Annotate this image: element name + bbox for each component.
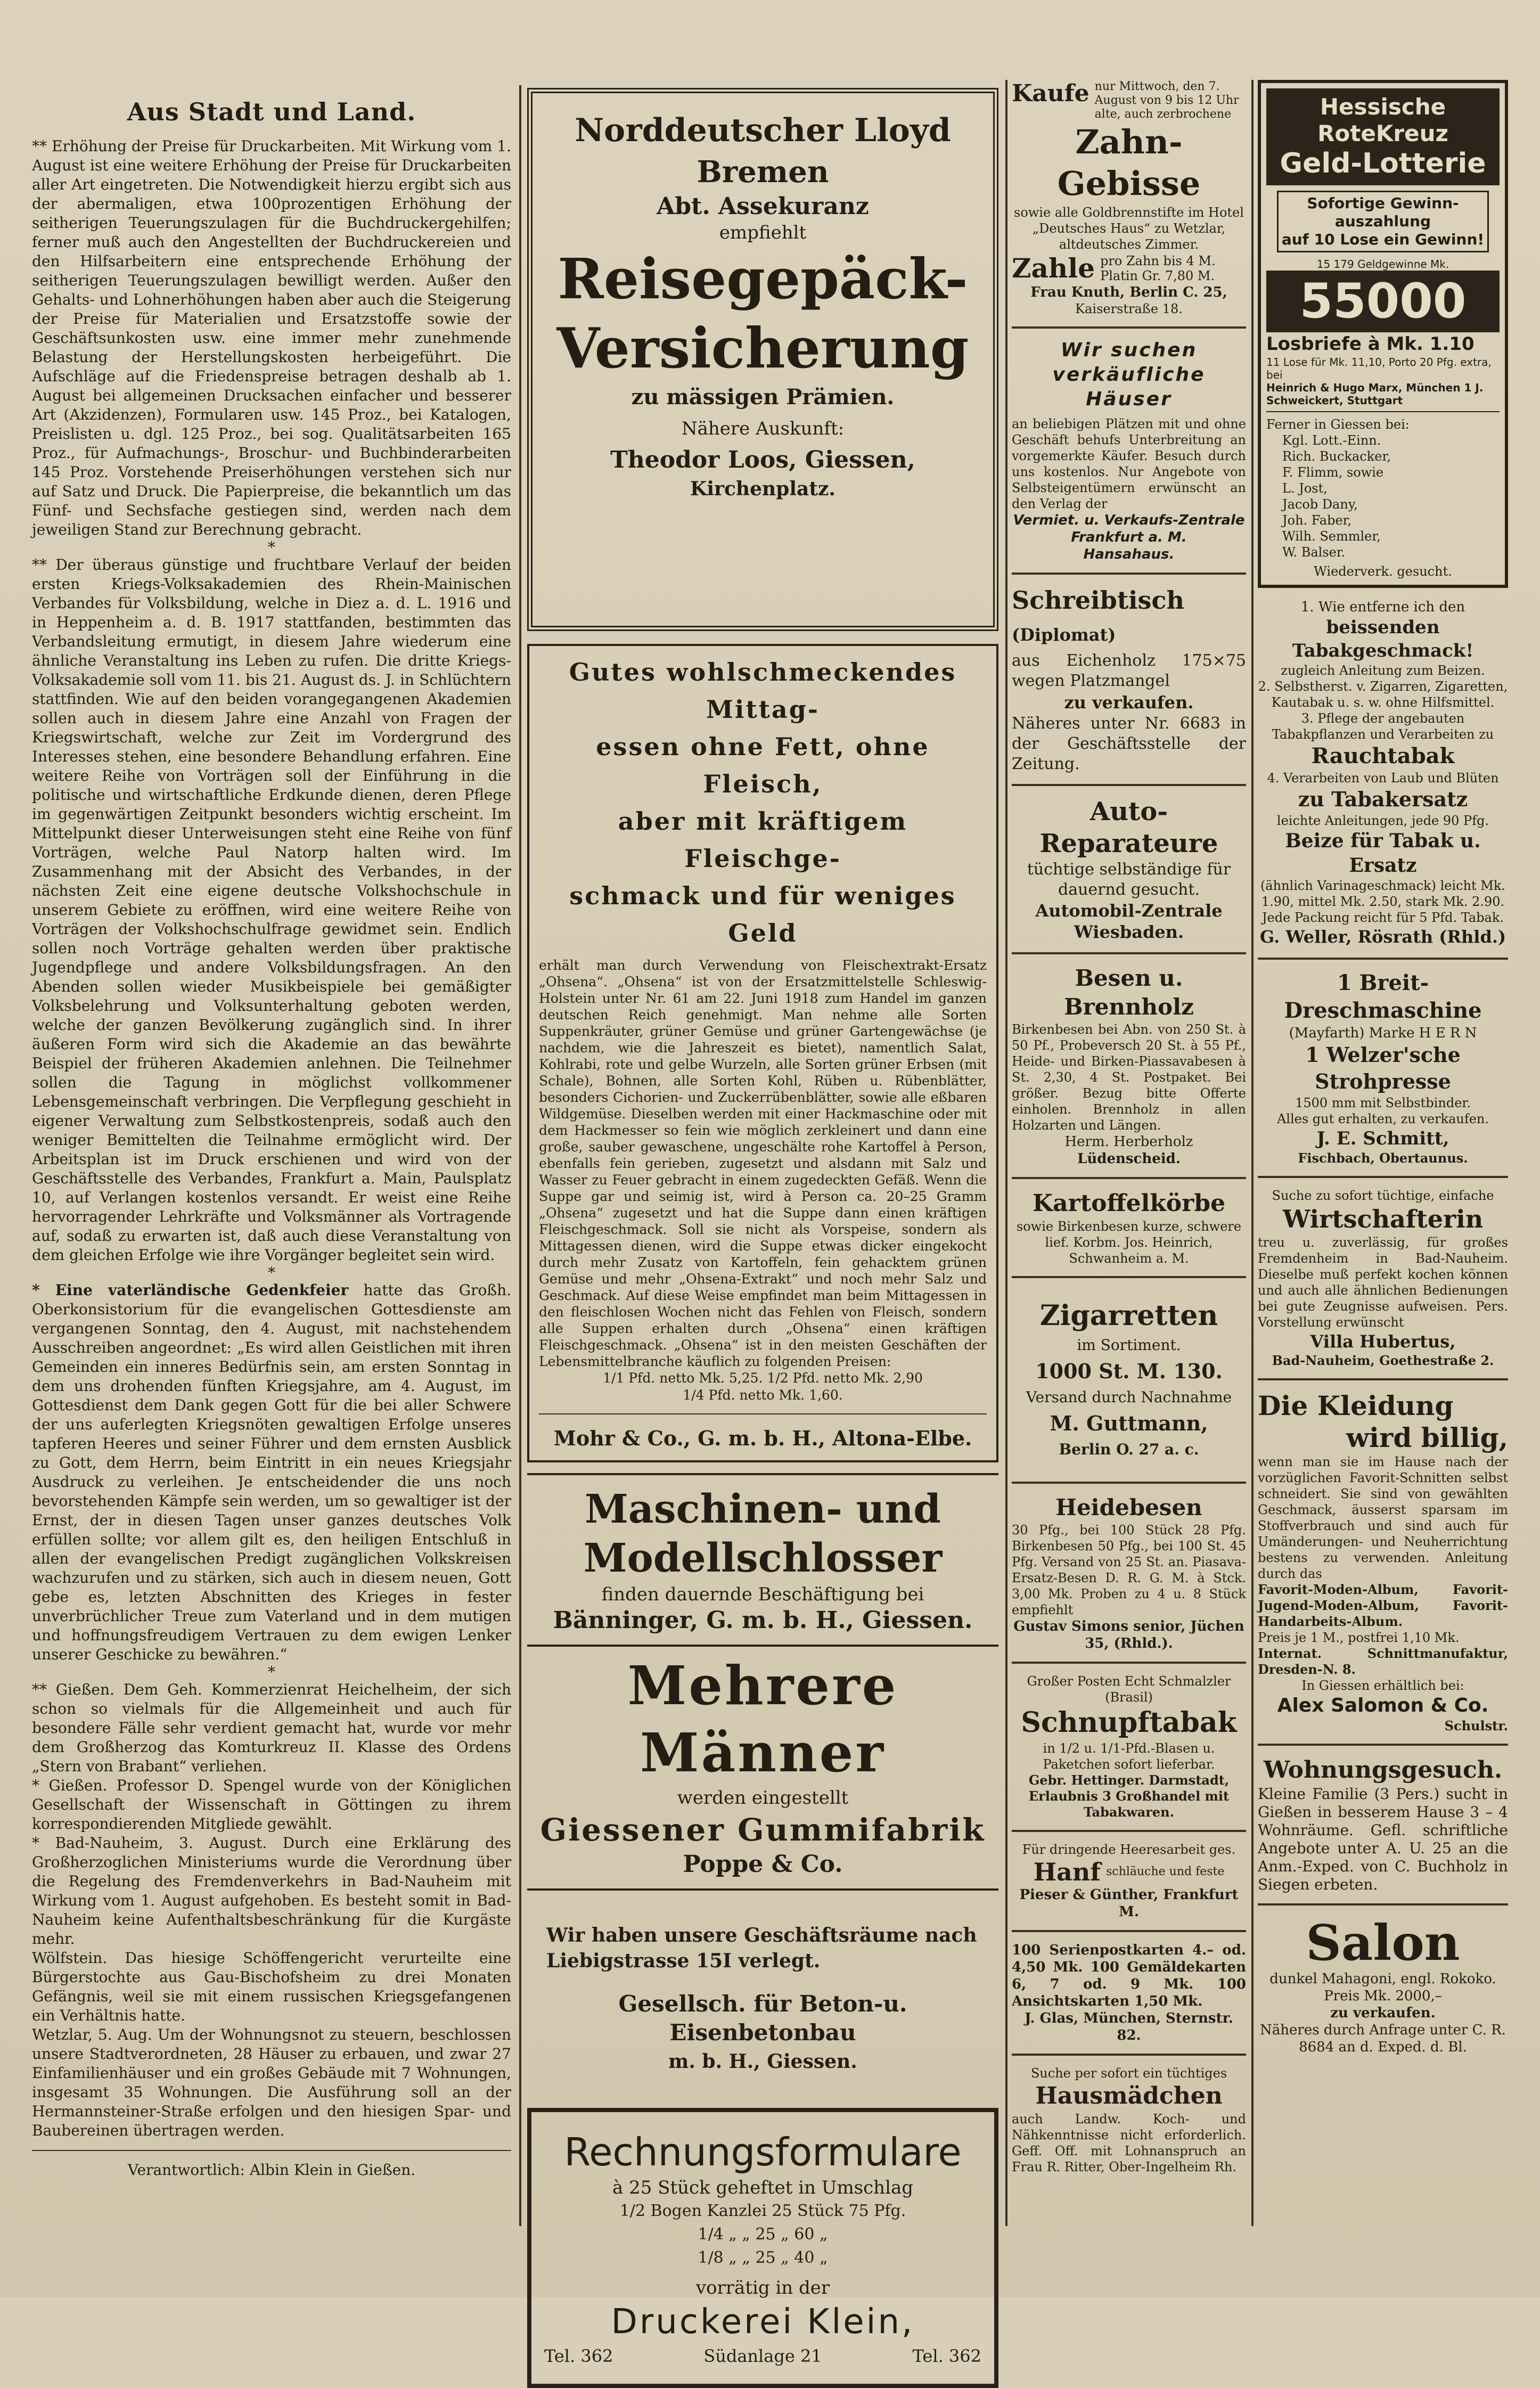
ad-wirt-address: Bad-Nauheim, Goethestraße 2. — [1272, 1353, 1494, 1368]
ad-maenner-firm-2: Poppe & Co. — [683, 1851, 843, 1878]
divider — [1012, 952, 1246, 954]
ad-ohsena-firm: Mohr & Co., G. m. b. H., Altona-Elbe. — [553, 1426, 972, 1450]
ad-auto-title: Auto-Reparateure — [1039, 797, 1218, 858]
ad-wohnung — [1258, 1755, 1508, 1894]
ad-dresch-1: 1 Breit-Dreschmaschine — [1284, 970, 1482, 1023]
ad-lotterie-title-2: RoteKreuz — [1317, 120, 1448, 146]
divider — [1258, 1744, 1508, 1746]
ad-beton-text-2: Liebigstrasse 15I verlegt. — [546, 1950, 821, 1972]
ad-schreibtisch-title: Schreibtisch — [1012, 586, 1184, 615]
ad-lotterie-amount: 55000 — [1266, 271, 1500, 332]
ad-zigaretten — [1012, 1288, 1246, 1472]
divider — [1258, 1903, 1508, 1906]
separator: * — [268, 538, 275, 556]
ad-hausmaedchen — [1012, 2065, 1246, 2175]
ad-hanf-firm: Pieser & Günther, Frankfurt M. — [1019, 1887, 1239, 1920]
ad-schreibtisch-body: aus Eichenholz 175×75 wegen Platzmangel — [1012, 651, 1246, 690]
divider — [1258, 958, 1508, 960]
article-body: hatte das Großh. Oberkonsistorium für die evangelischen Gottesdienste am vergangenen Sonntag, den 4. August, mit nachstehendem Ausschreiben angeordnet: „Es wird allen Geistlichen mit ihren Gemeinden ein inneres Bedürfnis sein, am ersten Sonntag in dem uns drohenden fünften Kriegsjahre, am 4. August, im Gottesdienst dem Dank gegen Gott für die bei aller Schwere der uns auferlegten Kriegsnöten gewaltigen Erfolge unseres tapferen Heeres und seiner Führer und dem ernsten Ausblick zu Gott, dem Herrn, beim Eintritt in ein neues Kriegsjahr Ausdruck zu verleihen. Je entscheidender die uns noch bevorstehenden Kämpfe sein werden, um so gewaltiger ist der Ernst, der in diesen Tagen unser ganzes deutsches Volk erfüllen sollte; vor allem gilt es, den heiligen Entschluß in allen der evangelischen Predigt zugänglichen Volkskreisen wachzurufen und zu stärken, sich auch in diesem neuen, Gott gebe es, letzten Abschnitten des Krieges in fester unverbrüchlicher Treue zum Vaterland und in dem mutigen und hoffnungsfreudigem Vertrauen zu dem ewigen Lenker unserer Geschicke zu bewähren.“ — [32, 1281, 512, 1663]
ad-maenner — [527, 1645, 998, 1879]
ad-beton-text: Wir haben unsere Geschäftsräume nach — [546, 1924, 977, 1947]
section-heading: Aus Stadt und Land. — [127, 97, 416, 126]
ad-koerbe-title: Kartoffelkörbe — [1032, 1190, 1226, 1217]
ad-schlosser — [527, 1473, 998, 1635]
ad-salon — [1258, 1915, 1508, 2056]
ad-karten-body: 100 Serienpostkarten 4.– od. 4,50 Mk. 100 Gemäldekarten 6, 7 od. 9 Mk. 100 Ansichtskarten 1,50 Mk. — [1012, 1942, 1246, 2009]
article-lead: * Eine vaterländische Gedenkfeier — [32, 1281, 349, 1299]
ad-hausm-body: auch Landw. Koch- und Nähkenntnisse nicht erforderlich. Geff. Off. mit Lohnanspruch an Frau R. Ritter, Ober-Ingelheim Rh. — [1012, 2112, 1246, 2174]
ad-lloyd-info: Nähere Auskunft: — [681, 418, 845, 439]
ad-tabak — [1258, 599, 1508, 948]
ad-zig-shipping: Versand durch Nachnahme — [1026, 1388, 1232, 1406]
ad-schlosser-title-2: Modellschlosser — [583, 1535, 943, 1581]
article-druckpreise: ** Erhöhung der Preise für Druckarbeiten. Mit Wirkung vom 1. August ist eine weitere Erhöhung der Preise für Druckarbeiten aller Art eingetreten. Die Notwendigkeit hierzu ergibt sich aus der abermaligen, etwa 100prozentigen Erhöhung der seitherigen Teuerungszulagen für die Buchdruckergehilfen; ferner muß auch den Angestellten der Buchdruckereien und den Hilfsarbeitern eine entsprechende Erhöhung der seitherigen Teuerungszulagen bewilligt werden. Außer den Gehalts- und Lohnerhöhungen haben aber auch die Steigerung der Preise für Materialien und Ersatzstoffe sowie der Geschäftsunkosten usw. eine immer mehr zunehmende Belastung der Herstellungskosten herbeigeführt. Die Aufschläge auf die Friedenspreise betragen deshalb ab 1. August bei allgemeinen Drucksachen einfacher und besserer Art (Akzidenzen), Formularen usw. 145 Proz., bei Katalogen, Preislisten u. dgl. 125 Proz., bei sog. Qualitätsarbeiten 165 Proz., für Aufmachungs-, Broschur- und Buchbinderarbeiten 145 Proz. Vorstehende Preiserhöhungen verstehen sich nur auf Satz und Druck. Die Papierpreise, die bekanntlich um das Fünf- und Sechsfache gestiegen sind, werden nach dem jeweiligen Stand zur Berechnung gebracht. — [32, 137, 511, 538]
ad-kleid-title: Die Kleidung — [1258, 1390, 1454, 1421]
separator: * — [268, 1264, 275, 1281]
ad-dresch-2: (Mayfarth) Marke H E R N — [1289, 1025, 1477, 1041]
ad-ohsena-head-1: Gutes wohlschmeckendes Mittag- — [569, 658, 957, 724]
divider — [32, 2150, 511, 2151]
ad-wirt-body: treu u. zuverlässig, für großes Fremdenheim in Bad-Nauheim. Dieselbe muß perfekt kochen können und auch alle ähnlichen Bedienungen bei gute Zeugnisse aufweisen. Pers. Vorstellung erwünscht — [1258, 1235, 1508, 1330]
ad-lloyd-city: Bremen — [697, 154, 829, 190]
ad-zahn-address: Kaiserstraße 18. — [1075, 301, 1183, 316]
ad-auto-body: tüchtige selbständige für dauernd gesucht. — [1027, 860, 1231, 899]
ad-schnupftabak — [1012, 1673, 1246, 1820]
ad-wohn-body: Kleine Familie (3 Pers.) sucht in Gießen in besserem Hause 3 – 4 Wohnräume. Gefl. schriftliche Angebote unter A. U. 25 an die Anm.-Exped. von C. Buchholz in Siegen erbeten. — [1258, 1785, 1508, 1893]
ad-ohsena-body: erhält man durch Verwendung von Fleischextrakt-Ersatz „Ohsena“. „Ohsena“ ist von der Ersatzmittelstelle Schleswig-Holstein unter Nr. 61 am 22. Juni 1918 zum Handel im ganzen deutschen Reich genehmigt. Man nehme alle Sorten Suppenkräuter, grüner Gemüse und grüner Gartengewächse (je nachdem, wie die Jahreszeit es bietet), namentlich Salat, Kohlrabi, rote und gelbe Wurzeln, alle Sorten grüner Erbsen (mit Schale), Bohnen, alle Sorten Kohl, Rüben u. Rübenblätter, besonders Cichorien- und Zuckerrübenblätter, sowie alle eßbaren Wildgemüse. Dieselben werden mit einer Hackmaschine oder mit dem Hackmesser so fein wie möglich zerkleinert und dann eine große, sauber gewaschene, ungeschälte rohe Kartoffel à Person, ebenfalls fein gerieben, zugesetzt und alsdann mit Salz und Wasser zu Feuer gebracht in einem zugedeckten Gefäß. Wenn die Suppe gar und seimig ist, wird à Person ca. 20–25 Gramm „Ohsena“ zugesetzt und hat die Suppe dann einen kräftigen Fleischgeschmack. Soll sie nicht als Vorspeise, sondern als Mittagessen dienen, wird die Suppe etwas dicker eingekocht durch mehr Zusatz von Kartoffeln, fein gehacktem grünen Gemüse und mehr „Ohsena-Extrakt“ und noch mehr Salz und Geschmack. Auf diese Weise empfindet man beim Mittagessen in den fleischlosen Wochen nicht das Fehlen von Fleisch, sondern alle Suppen erhalten durch „Ohsena“ einen kräftigen Fleischgeschmack. „Ohsena“ ist in den meisten Geschäften der Lebensmittelbranche käuflich zu folgenden Preisen: — [539, 958, 987, 1369]
ad-dresch-firm: J. E. Schmitt, — [1316, 1128, 1449, 1149]
ad-tabak-2: 2. Selbstherst. v. Zigarren, Zigaretten, Kautabak u. s. w. ohne Hilfsmittel. — [1258, 679, 1508, 710]
ad-hanf-title: Hanf — [1033, 1858, 1101, 1886]
ad-druckerei-price-row: 1/2 Bogen Kanzlei 25 Stück 75 Pfg. — [619, 2202, 906, 2220]
column-rule — [519, 85, 521, 2226]
article-wetzlar: Wetzlar, 5. Aug. Um der Wohnungsnot zu steuern, beschlossen unsere Stadtverordneten, 28 Häuser zu erbauen, und zwar 27 Einfamilienhäuser und ein großes Gebäude mit 7 Wohnungen, insgesamt 35 Wohnungen. Die Ausführung soll an der Hermannsteiner-Straße erfolgen und den hiesigen Spar- und Baubereinen übertragen werden. — [32, 2026, 511, 2139]
ad-lloyd-title: Norddeutscher Lloyd — [575, 112, 951, 149]
ad-hanf-pre: Für dringende Heeresarbeit ges. — [1022, 1842, 1236, 1857]
ad-lotterie-payout-1: Sofortige Gewinn- — [1307, 194, 1459, 212]
ad-zig-sub: im Sortiment. — [1077, 1336, 1181, 1354]
ad-ohsena — [527, 644, 998, 1462]
article-gedenkfeier — [32, 1281, 511, 1664]
divider — [539, 1413, 987, 1414]
ad-lloyd-contact: Theodor Loos, Giessen, — [610, 446, 915, 473]
divider — [1258, 1176, 1508, 1178]
ad-tabak-7: (ähnlich Varinageschmack) leicht Mk. 1.90, mittel Mk. 2.50, stark Mk. 2.90. Jede Packung reicht für 5 Pfd. Tabak. — [1260, 878, 1506, 925]
ad-zahn-zahle: Zahle — [1012, 252, 1095, 284]
article-giessen-2: * Gießen. Professor D. Spengel wurde von der Königlichen Gesellschaft der Wissenschaft in Göttingen zu ihrem korrespondierenden Mitgliede gewählt. — [32, 1777, 511, 1833]
ad-schnupf-pre: Großer Posten Echt Schmalzler (Brasil) — [1027, 1674, 1231, 1705]
ad-dresch-address: Fischbach, Obertaunus. — [1298, 1150, 1468, 1166]
ad-salon-contact: Näheres durch Anfrage unter C. R. 8684 an d. Exped. d. Bl. — [1260, 2022, 1506, 2055]
ad-lotterie-list — [1266, 432, 1500, 560]
ad-lotterie-sub: 15 179 Geldgewinne Mk. — [1316, 258, 1449, 271]
ad-column-4 — [1258, 80, 1508, 2056]
ad-dresch-3: 1 Welzer'sche Strohpresse — [1305, 1043, 1461, 1093]
column-rule — [1251, 80, 1254, 2226]
ad-zahn-price: pro Zahn bis 4 M. Platin Gr. 7,80 M. — [1100, 253, 1216, 283]
ad-zahn-title: Zahn-Gebisse — [1057, 122, 1201, 203]
phone: Tel. 362 — [912, 2346, 981, 2366]
ad-zig-firm: M. Guttmann, — [1050, 1411, 1208, 1435]
ad-lotterie-seller: Wilh. Semmler, — [1282, 529, 1381, 544]
ad-kleid-alex: Alex Salomon & Co. — [1277, 1695, 1489, 1716]
ad-schnupf-title: Schnupftabak — [1021, 1706, 1237, 1739]
ad-schlosser-firm: Bänninger, G. m. b. H., Giessen. — [553, 1607, 973, 1634]
ad-tabak-1b: beissenden Tabakgeschmack! — [1292, 617, 1474, 661]
ad-lotterie — [1258, 80, 1508, 588]
ad-haeuser-firm: Vermiet. u. Verkaufs-Zentrale — [1013, 512, 1245, 528]
ad-schnupf-firm: Gebr. Hettinger. Darmstadt, Erlaubnis 3 Großhandel mit Tabakwaren. — [1028, 1772, 1230, 1820]
ad-kleid-price: Preis je 1 M., postfrei 1,10 Mk. — [1258, 1630, 1460, 1645]
ad-heide-body: 30 Pfg., bei 100 Stück 28 Pfg. Birkenbesen 50 Pfg., bei 100 St. 45 Pfg. Versand von 25 St. an. Piasava-Ersatz-Besen D. R. G. M. à Stck. 3,00 Mk. Proben zu 4 u. 8 Stück empfiehlt — [1012, 1523, 1246, 1617]
divider — [1258, 1378, 1508, 1380]
ad-besen — [1012, 964, 1246, 1167]
ad-lotterie-seller: Jacob Dany, — [1282, 497, 1358, 512]
ad-wirt-pre: Suche zu sofort tüchtige, einfache — [1272, 1188, 1494, 1203]
ad-lotterie-note: 11 Lose für Mk. 11,10, Porto 20 Pfg. extra, bei — [1266, 356, 1492, 381]
ad-karten-firm: J. Glas, München, Sternstr. 82. — [1025, 2010, 1233, 2043]
ad-lotterie-seller: L. Jost, — [1282, 481, 1328, 496]
ad-tabak-1c: zugleich Anleitung zum Beizen. — [1281, 663, 1485, 678]
ad-tabak-1: 1. Wie entferne ich den — [1300, 599, 1465, 615]
article-volksakademie: ** Der überaus günstige und fruchtbare Verlauf der beiden ersten Kriegs-Volksakademien des Rhein-Mainischen Verbandes für Volksbildung, welche in Diez a. d. L. 1916 und in Heppenheim a. d. B. 1917 stattfanden, bestimmten das Verbandsleitung ermutigt, in diesem Jahre wiederum eine ähnliche Veranstaltung ins Leben zu rufen. Die dritte Kriegs-Volksakademie soll vom 11. bis 21. August ds. J. in Schlüchtern stattfinden. Wie auf den beiden vorangegangenen Akademien sollen auch in diesem Jahre eine Anzahl von Fragen der Kriegswirtschaft, welche zur Zeit im Vordergrund des Interesses stehen, eine besondere Behandlung erfahren. Eine weitere Reihe von Vorträgen soll der Einführung in die politische und wirtschaftliche Erdkunde dienen, deren Pflege im gegenwärtigen Zeitpunkt besonders wichtig erscheint. Im Mittelpunkt dieser Unterweisungen steht eine Reihe von fünf Vorträgen, welche Paul Natorp halten wird. Im Zusammenhang mit der Absicht des Verbandes, in der nächsten Zeit eine eigene deutsche Volkshochschule in unserem Gebiete zu eröffnen, wird eine weitere Reihe von Vorträgen der Volkshochschulfrage gewidmet sein. Endlich sollen noch Vorträge gehalten werden über praktische Jugendpflege und andere Volksbildungsfragen. An den Abenden sollen wieder Musikbeispiele bei gemäßigter Volksbelehrung und Volksunterhaltung geboten werden, welche der ganzen Bevölkerung zugänglich sind. In ihrer äußeren Form wird sich die Akademie an das bewährte Beispiel der früheren Akademien anlehnen. Die Teilnehmer sollen die Tagung in möglichst vollkommener Lebensgemeinschaft verbringen. Die Verpflegung geschieht in eigener Verwaltung zum Selbstkostenpreis, sodaß auch den weniger Bemittelten die Teilnahme ermöglicht wird. Der Arbeitsplan ist im Druck erschienen und wird von der Geschäftsstelle des Verbandes, Frankfurt a. Main, Paulsplatz 10, auf Verlangen kostenlos versandt. Er weist eine Reihe hervorragender Lehrkräfte und Volksmänner als Vortragende auf, sodaß zu erwarten ist, daß auch diese Veranstaltung von dem gleichen Erfolge wie ihre Vorgänger begleitet sein wird. — [32, 556, 511, 1264]
ad-lloyd-product: Reisegepäck- — [558, 246, 968, 312]
divider — [1012, 2054, 1246, 2056]
ad-druckerei-contact — [544, 2344, 981, 2368]
ad-hausm-pre: Suche per sofort ein tüchtiges — [1030, 2066, 1227, 2081]
ad-ohsena-prices-2: 1/4 Pfd. netto Mk. 1,60. — [683, 1387, 843, 1403]
ad-koerbe-body: sowie Birkenbesen kurze, schwere lief. Korbm. Jos. Heinrich, Schwanheim a. M. — [1016, 1219, 1242, 1266]
ad-lotterie-seller: Kgl. Lott.-Einn. — [1282, 433, 1381, 448]
ad-ohsena-prices: 1/1 Pfd. netto Mk. 5,25. 1/2 Pfd. netto Mk. 2,90 — [603, 1370, 923, 1386]
divider — [1012, 784, 1246, 786]
ad-kleid-body: wenn man sie im Hause nach der vorzüglichen Favorit-Schnitten selbst schneidert. Sie sind von gewählten Geschmack, äusserst sparsam im Stoffverbrauch und sind auch für Umänderungen- und Neuherrichtung bestens zu verwenden. Anleitung durch das — [1258, 1454, 1508, 1581]
ad-kleid-list: Favorit-Moden-Album, Favorit-Jugend-Moden-Album, Favorit-Handarbeits-Album. — [1258, 1582, 1508, 1629]
ad-salon-sale: zu verkaufen. — [1330, 2005, 1436, 2021]
ad-druckerei-sub: à 25 Stück geheftet in Umschlag — [612, 2177, 913, 2198]
ad-hanf — [1012, 1842, 1246, 1920]
separator: * — [268, 1663, 275, 1681]
ad-schreibtisch — [1012, 584, 1246, 774]
ad-besen-firm: Herm. Herberholz — [1064, 1134, 1193, 1150]
ad-wirtschafterin — [1258, 1188, 1508, 1369]
ad-lloyd-recommends: empfiehlt — [719, 222, 807, 243]
ad-hausm-title: Hausmädchen — [1035, 2082, 1223, 2109]
ad-druckerei-name: Druckerei Klein, — [611, 2302, 915, 2342]
ad-kleid-street: Schulstr. — [1444, 1718, 1508, 1733]
ad-lotterie-seller: W. Balser. — [1282, 545, 1346, 560]
ad-tabak-firm: G. Weller, Rösrath (Rhld.) — [1259, 927, 1506, 947]
ad-zig-title: Zigarretten — [1039, 1299, 1218, 1332]
phone: Tel. 362 — [544, 2346, 613, 2366]
address: Südanlage 21 — [703, 2346, 822, 2366]
ad-lotterie-title: Hessische — [1320, 94, 1446, 120]
article-bad-nauheim: * Bad-Nauheim, 3. August. Durch eine Erklärung des Großherzoglichen Ministeriums wurde die Verordnung über die Regelung des Fremdenverkehrs in Bad-Nauheim mit Wirkung vom 1. August aufgehoben. Es besteht somit in Bad-Nauheim keine Aufenthaltsbeschränkung für die Kurgäste mehr. — [32, 1834, 511, 1948]
ad-besen-title: Besen u. Brennholz — [1064, 965, 1194, 1020]
column-rule — [1005, 80, 1007, 2226]
ad-druckerei — [527, 2108, 998, 2388]
ad-dresch — [1258, 969, 1508, 1166]
ad-lotterie-payout-2: auszahlung — [1334, 212, 1431, 230]
ad-schreibtisch-contact: Näheres unter Nr. 6683 in der Geschäftsstelle der Zeitung. — [1012, 714, 1246, 773]
imprint: Verantwortlich: Albin Klein in Gießen. — [127, 2161, 416, 2179]
ad-besen-city: Lüdenscheid. — [1077, 1151, 1181, 1167]
ad-ohsena-head-4: schmack und für weniges Geld — [569, 881, 956, 947]
ad-schreibtisch-sale: zu verkaufen. — [1064, 692, 1194, 713]
ad-auto — [1012, 796, 1246, 943]
ad-haeuser-title: Wir suchen verkäufliche Häuser — [1052, 339, 1206, 410]
ad-haeuser — [1012, 338, 1246, 563]
divider — [1012, 573, 1246, 575]
ad-auto-firm: Automobil-Zentrale Wiesbaden. — [1035, 901, 1223, 942]
ad-schlosser-title: Maschinen- und — [585, 1486, 941, 1532]
ad-druckerei-text: vorrätig in der — [695, 2277, 830, 2299]
ad-druckerei-price-row: 1/8 „ „ 25 „ 40 „ — [698, 2248, 828, 2267]
ad-salon-title: Salon — [1306, 1914, 1460, 1972]
divider — [1012, 1930, 1246, 1932]
ad-lloyd-product-2: Versicherung — [556, 315, 969, 381]
ad-tabak-6: Beize für Tabak u. Ersatz — [1285, 830, 1481, 877]
ad-besen-body: Birkenbesen bei Abn. von 250 St. à 50 Pf., Probeversch 20 St. à 55 Pf., Heide- und Birken-Piassavabesen à St. 2,30, 4 St. Postpaket. Bei größer. Bezug bitte Offerte einholen. Brennholz in allen Holzarten und Längen. — [1012, 1022, 1246, 1133]
ad-zahn-note: nur Mittwoch, den 7. August von 9 bis 12 Uhr alte, auch zerbrochene — [1094, 80, 1239, 121]
article-giessen-1: ** Gießen. Dem Geh. Kommerzienrat Heichelheim, der sich schon so vielmals für die Allgemeinheit und auch für besondere Fälle sehr verdient gemacht hat, wurde vor mehr dem Großherzog das Komturkreuz II. Klasse des Ordens „Stern von Brabant“ verliehen. — [32, 1681, 511, 1775]
ad-kleid-title-2: wird billig, — [1346, 1422, 1508, 1453]
ad-haeuser-body: an beliebigen Plätzen mit und ohne Geschäft behufs Unterbreitung an vorgemerkte Käufer. Besuch durch uns kostenlos. Nur Angebote von Selbsteigentümern erwünscht an den Verlag der — [1012, 416, 1246, 511]
ad-lotterie-sellers — [1266, 411, 1500, 579]
divider — [1012, 1482, 1246, 1484]
ad-wirt-firm: Villa Hubertus, — [1310, 1331, 1456, 1352]
ad-haeuser-city: Frankfurt a. M. — [1071, 529, 1187, 545]
ad-schlosser-text: finden dauernde Beschäftigung bei — [601, 1584, 924, 1605]
ad-maenner-firm: Giessener Gummifabrik — [540, 1812, 986, 1848]
ad-maenner-title: Mehrere Männer — [627, 1654, 898, 1784]
ad-zig-price: 1000 St. M. 130. — [1035, 1359, 1223, 1383]
ad-hanf-row — [1012, 1858, 1246, 1886]
ad-postkarten — [1012, 1942, 1246, 2044]
ad-ohsena-head-2: essen ohne Fett, ohne Fleisch, — [596, 732, 930, 798]
ad-tabak-4: 4. Verarbeiten von Laub und Blüten — [1267, 771, 1499, 786]
ad-kleid-firm: Internat. Schnittmanufaktur, Dresden-N. 8. — [1258, 1646, 1508, 1677]
ad-zahn-body: sowie alle Goldbrennstifte im Hotel „Deutsches Haus“ zu Wetzlar, altdeutsches Zimmer. — [1014, 205, 1244, 252]
ad-kartoffelkoerbe — [1012, 1189, 1246, 1266]
article-woelfstein: Wölfstein. Das hiesige Schöffengericht verurteilte eine Bürgerstochte aus Gau-Bischofsheim zu drei Monaten Gefängnis, weil sie mit einem russischen Kriegsgefangenen ein Verhältnis hatte. — [32, 1949, 511, 2024]
ad-heide-title: Heidebesen — [1055, 1494, 1202, 1520]
ad-lotterie-seller: Joh. Faber, — [1282, 513, 1352, 528]
ad-heidebesen — [1012, 1493, 1246, 1652]
ad-beton-firm-2: m. b. H., Giessen. — [668, 2050, 857, 2073]
ad-lotterie-giessen: Ferner in Giessen bei: — [1266, 417, 1410, 432]
ad-lloyd-address: Kirchenplatz. — [690, 478, 835, 500]
ad-lotterie-resale: Wiederverk. gesucht. — [1314, 564, 1452, 579]
ad-maenner-text: werden eingestellt — [677, 1787, 849, 1809]
ad-kleidung — [1258, 1390, 1508, 1734]
divider — [1012, 1276, 1246, 1278]
divider — [1012, 1177, 1246, 1179]
ad-beton-firm: Gesellsch. für Beton-u. Eisenbetonbau — [618, 1991, 907, 2046]
ad-lotterie-head — [1266, 88, 1500, 185]
ad-tabak-3: 3. Pflege der angebauten Tabakpflanzen und Verarbeiten zu — [1272, 711, 1494, 742]
ad-zahn-pay — [1012, 252, 1246, 284]
ad-lotterie-seller: F. Flimm, sowie — [1282, 465, 1384, 480]
ad-druckerei-title: Rechnungsformulare — [564, 2130, 962, 2174]
ad-tabak-4b: zu Tabakersatz — [1298, 787, 1468, 811]
ad-haeuser-address: Hansahaus. — [1083, 546, 1175, 562]
ad-tabak-3b: Rauchtabak — [1311, 743, 1455, 768]
ad-tabak-5: leichte Anleitungen, jede 90 Pfg. — [1276, 813, 1489, 828]
ad-heide-firm: Gustav Simons senior, Jüchen 35, (Rhld.). — [1013, 1618, 1244, 1651]
ad-salon-body: dunkel Mahagoni, engl. Rokoko. Preis Mk. 2000,– — [1269, 1971, 1496, 2004]
ad-kleid-giessen: In Giessen erhältlich bei: — [1301, 1678, 1464, 1693]
ad-schnupf-body: in 1/2 u. 1/1-Pfd.-Blasen u. Paketchen sofort lieferbar. — [1043, 1741, 1215, 1772]
ad-wirt-title: Wirtschafterin — [1282, 1205, 1484, 1233]
ad-column-2 — [527, 88, 998, 2388]
ad-hanf-note: schläuche und feste — [1106, 1865, 1225, 1878]
divider — [1012, 1830, 1246, 1832]
ad-zahn-top — [1012, 80, 1246, 121]
ad-dresch-4: 1500 mm mit Selbstbinder. — [1295, 1095, 1471, 1110]
ad-lotterie-firm: Heinrich & Hugo Marx, München 1 J. Schweickert, Stuttgart — [1266, 381, 1484, 407]
ad-ohsena-head-3: aber mit kräftigem Fleischge- — [618, 807, 908, 873]
ad-column-3 — [1012, 80, 1246, 2175]
ad-zig-address: Berlin O. 27 a. c. — [1059, 1441, 1199, 1458]
ad-beton — [527, 1888, 998, 2097]
ad-dresch-5: Alles gut erhalten, zu verkaufen. — [1276, 1111, 1489, 1126]
ad-schreibtisch-type: (Diplomat) — [1012, 625, 1116, 645]
ad-druckerei-price-row: 1/4 „ „ 25 „ 60 „ — [698, 2225, 828, 2244]
ad-lloyd-tagline: zu mässigen Prämien. — [631, 385, 895, 410]
ad-zahn-contact: Frau Knuth, Berlin C. 25, — [1030, 284, 1227, 300]
ad-lotterie-title-3: Geld-Lotterie — [1280, 148, 1486, 179]
divider — [1012, 326, 1246, 329]
ad-zahn-kaufe: Kaufe — [1012, 80, 1090, 107]
ad-zahn — [1012, 80, 1246, 317]
divider — [1012, 1662, 1246, 1664]
news-column — [32, 88, 511, 2180]
ad-schreibtisch-head — [1012, 584, 1246, 651]
ad-lotterie-price: Losbriefe à Mk. 1.10 — [1266, 333, 1475, 355]
ad-lotterie-payout-3: auf 10 Lose ein Gewinn! — [1281, 231, 1485, 248]
ad-lotterie-payout — [1277, 191, 1489, 252]
ad-lloyd-dept: Abt. Assekuranz — [657, 193, 869, 220]
ad-lotterie-seller: Rich. Buckacker, — [1282, 449, 1391, 464]
ad-wohn-title: Wohnungsgesuch. — [1263, 1756, 1503, 1784]
ad-lloyd — [527, 88, 998, 631]
